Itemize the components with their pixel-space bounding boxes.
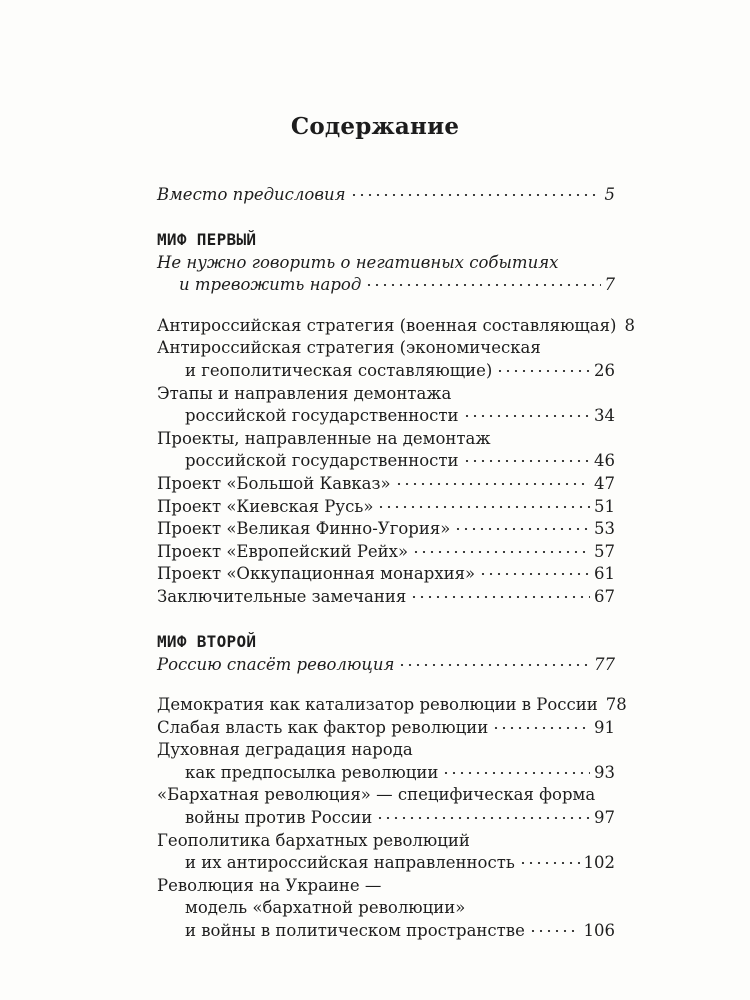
toc-entry-page: 26	[594, 360, 615, 380]
toc-entry-label: модель «бархатной революции»	[185, 898, 466, 918]
dot-leader	[395, 483, 590, 485]
page-title: Содержание	[290, 113, 460, 140]
dot-leader	[398, 664, 590, 666]
toc-entry-page: 102	[583, 853, 615, 873]
dot-leader	[463, 460, 590, 462]
toc-entry-label: войны против России	[185, 808, 373, 828]
dot-leader	[519, 862, 580, 864]
dot-leader	[492, 727, 590, 729]
toc-entry[interactable]	[157, 541, 615, 564]
toc-entry-page: 51	[594, 496, 615, 516]
toc-entry-page: 57	[594, 541, 615, 561]
toc-entry-label: Заключительные замечания	[157, 586, 407, 606]
toc-entry[interactable]	[157, 315, 635, 338]
dot-leader	[410, 596, 590, 598]
toc-entry[interactable]	[157, 428, 615, 473]
toc-entry-label: Проект «Европейский Рейх»	[157, 541, 409, 561]
dot-leader	[350, 194, 601, 196]
toc-entry-label: как предпосылка революции	[185, 762, 439, 782]
toc-entry-label: российской государственности	[185, 451, 459, 471]
toc-entry-label: Антироссийская стратегия (экономическая	[157, 338, 541, 358]
toc-entry-label: Антироссийская стратегия (военная составляющая)	[157, 315, 617, 335]
toc-entry[interactable]	[157, 563, 615, 586]
toc-entry-page: 97	[594, 808, 615, 828]
dot-leader	[377, 506, 590, 508]
myth2-heading: МИФ ВТОРОЙ	[157, 631, 257, 651]
toc-entry-page: 78	[605, 695, 627, 715]
toc-entry[interactable]	[157, 739, 615, 784]
toc-entry-page: 7	[604, 275, 615, 295]
toc-entry-label: и тревожить народ	[179, 275, 362, 295]
toc-entry-page: 53	[594, 519, 615, 539]
toc-entry-page: 67	[594, 586, 615, 606]
toc-entry-page: 8	[624, 315, 635, 335]
toc-entry-label: Геополитика бархатных революций	[157, 830, 470, 850]
toc-entry[interactable]	[157, 496, 615, 519]
toc-entry-page: 47	[594, 473, 615, 493]
toc-entry[interactable]	[157, 337, 615, 382]
toc-entry[interactable]	[157, 518, 615, 541]
toc-entry-page: 91	[594, 717, 615, 737]
toc-entry[interactable]	[157, 383, 615, 428]
myth1-entries	[157, 315, 635, 609]
toc-entry-label: Демократия как катализатор революции в России	[157, 695, 598, 715]
dot-leader	[365, 284, 600, 286]
toc-entry[interactable]	[157, 717, 615, 740]
toc-entry-label: Россию спасёт революция	[157, 654, 395, 674]
toc-entry[interactable]	[157, 586, 615, 609]
table-of-contents	[157, 184, 635, 943]
dot-leader	[496, 370, 590, 372]
toc-entry-label: Проекты, направленные на демонтаж	[157, 428, 491, 448]
dot-leader	[376, 817, 590, 819]
toc-entry-label: «Бархатная революция» — специфическая форма	[157, 785, 596, 805]
myth1-heading: МИФ ПЕРВЫЙ	[157, 229, 257, 249]
toc-entry-label: и их антироссийская направленность	[185, 853, 515, 873]
toc-entry-label: российской государственности	[185, 406, 459, 426]
toc-entry[interactable]	[157, 694, 627, 717]
toc-entry[interactable]	[157, 784, 615, 829]
dot-leader	[529, 930, 580, 932]
dot-leader	[479, 573, 590, 575]
toc-entry-label: Революция на Украине —	[157, 875, 382, 895]
dot-leader	[442, 772, 590, 774]
toc-entry-label: и войны в политическом пространстве	[185, 921, 525, 941]
toc-entry-page: 77	[594, 654, 615, 674]
toc-entry[interactable]	[157, 473, 615, 496]
toc-entry-label: Вместо предисловия	[157, 185, 346, 204]
toc-entry-myth2-subtitle[interactable]	[157, 654, 615, 677]
toc-entry-label: Этапы и направления демонтажа	[157, 383, 452, 403]
toc-entry-label: Проект «Великая Финно-Угория»	[157, 519, 451, 539]
myth1-subtitle-line1: Не нужно говорить о негативных событиях	[157, 252, 559, 272]
dot-leader	[412, 551, 590, 553]
toc-entry-label: Проект «Оккупационная монархия»	[157, 564, 476, 584]
toc-entry[interactable]	[157, 875, 615, 943]
toc-entry[interactable]	[157, 830, 615, 875]
myth2-entries	[157, 694, 627, 943]
toc-entry-label: Духовная деградация народа	[157, 740, 413, 760]
toc-entry-page: 46	[594, 451, 615, 471]
toc-entry-foreword[interactable]	[157, 184, 615, 207]
dot-leader	[463, 415, 590, 417]
toc-entry-page: 34	[594, 406, 615, 426]
toc-entry-myth1-subtitle[interactable]	[157, 274, 615, 297]
toc-entry-page: 106	[583, 921, 615, 941]
toc-entry-page: 5	[604, 185, 615, 204]
toc-entry-label: Проект «Большой Кавказ»	[157, 473, 391, 493]
toc-entry-label: Слабая власть как фактор революции	[157, 717, 489, 737]
dot-leader	[454, 528, 590, 530]
toc-entry-page: 61	[594, 564, 615, 584]
toc-entry-page: 93	[594, 762, 615, 782]
toc-entry-label: и геополитическая составляющие)	[185, 360, 493, 380]
toc-entry-label: Проект «Киевская Русь»	[157, 496, 374, 516]
